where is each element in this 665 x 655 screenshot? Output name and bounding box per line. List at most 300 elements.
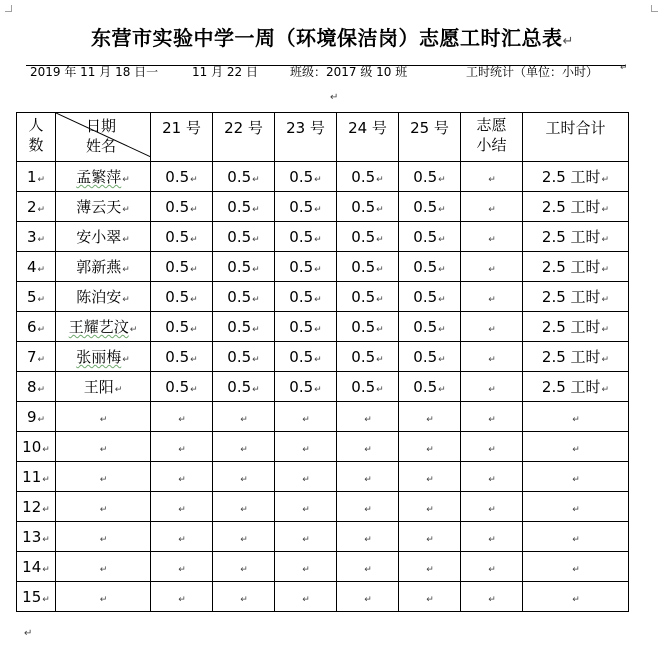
cell-end-mark-icon: ↵ — [426, 474, 434, 485]
cell-end-mark-icon: ↵ — [252, 294, 260, 305]
cell-end-mark-icon: ↵ — [240, 444, 248, 455]
summary-cell[interactable] — [461, 582, 523, 612]
name-cell[interactable] — [56, 222, 151, 252]
row-number-cell[interactable] — [17, 222, 56, 252]
cell-end-mark-icon: ↵ — [37, 234, 46, 245]
total-cell-text: 2.5 工时 — [541, 228, 601, 246]
cell-end-mark-icon: ↵ — [364, 444, 372, 455]
hours-cell[interactable] — [275, 162, 337, 192]
hours-cell[interactable] — [399, 192, 461, 222]
hours-cell[interactable] — [213, 312, 275, 342]
table-row — [17, 162, 629, 192]
hours-cell[interactable] — [399, 582, 461, 612]
cell-end-mark-icon: ↵ — [42, 534, 50, 545]
class-info: 班级：2017 级 10 班 — [290, 65, 408, 79]
hours-cell[interactable] — [337, 162, 399, 192]
cell-end-mark-icon: ↵ — [42, 594, 50, 605]
hours-cell[interactable] — [275, 522, 337, 552]
cell-end-mark-icon: ↵ — [488, 354, 496, 365]
cell-end-mark-icon: ↵ — [601, 355, 610, 365]
cell-end-mark-icon: ↵ — [178, 444, 186, 455]
hours-cell[interactable] — [399, 372, 461, 402]
summary-cell[interactable] — [461, 552, 523, 582]
hours-cell[interactable] — [213, 222, 275, 252]
hours-cell[interactable] — [151, 312, 213, 342]
name-cell-text: 孟繁萍 — [76, 168, 122, 186]
hours-cell[interactable] — [151, 342, 213, 372]
hours-cell-text: 0.5 — [165, 317, 190, 336]
hours-cell[interactable] — [399, 162, 461, 192]
hours-cell[interactable] — [399, 282, 461, 312]
hours-cell-text: 0.5 — [165, 287, 190, 306]
hours-cell[interactable] — [151, 252, 213, 282]
header-day-4[interactable] — [337, 113, 399, 162]
total-cell[interactable] — [523, 162, 629, 192]
cell-end-mark-icon: ↵ — [122, 355, 130, 365]
cell-end-mark-icon: ↵ — [488, 324, 496, 335]
header-day-3[interactable] — [275, 113, 337, 162]
row-number-cell-text: 14 — [22, 557, 42, 576]
cell-end-mark-icon: ↵ — [99, 474, 108, 485]
hours-cell[interactable] — [275, 432, 337, 462]
cell-end-mark-icon: ↵ — [488, 204, 496, 215]
hours-cell[interactable] — [213, 252, 275, 282]
total-cell[interactable] — [523, 312, 629, 342]
hours-cell[interactable] — [213, 462, 275, 492]
hours-cell[interactable] — [213, 432, 275, 462]
hours-cell-text: 0.5 — [165, 227, 190, 246]
total-cell[interactable] — [523, 462, 629, 492]
row-number-cell[interactable] — [17, 162, 56, 192]
cell-end-mark-icon: ↵ — [122, 235, 130, 245]
header-total-label: 工时合计 — [545, 119, 606, 137]
hours-cell-text: 0.5 — [227, 377, 252, 396]
cell-end-mark-icon: ↵ — [572, 534, 580, 545]
cell-end-mark-icon: ↵ — [426, 444, 434, 455]
name-cell[interactable] — [56, 432, 151, 462]
header-day-label: 23 号 — [286, 119, 325, 137]
cell-end-mark-icon: ↵ — [178, 504, 186, 515]
row-number-cell[interactable] — [17, 342, 56, 372]
total-cell[interactable] — [523, 582, 629, 612]
cell-end-mark-icon: ↵ — [314, 204, 322, 215]
summary-cell[interactable] — [461, 492, 523, 522]
name-cell[interactable] — [56, 342, 151, 372]
cell-end-mark-icon: ↵ — [438, 204, 446, 215]
hours-cell-text: 0.5 — [289, 167, 314, 186]
table-header-row — [17, 113, 629, 162]
table-row — [17, 342, 629, 372]
cell-end-mark-icon: ↵ — [376, 324, 384, 335]
row-number-cell[interactable] — [17, 402, 56, 432]
hours-cell[interactable] — [337, 372, 399, 402]
row-number-cell-text: 7 — [26, 347, 37, 366]
hours-cell[interactable] — [275, 282, 337, 312]
hours-cell[interactable] — [213, 372, 275, 402]
hours-cell[interactable] — [275, 222, 337, 252]
cell-end-mark-icon: ↵ — [37, 294, 46, 305]
total-cell[interactable] — [523, 522, 629, 552]
hours-cell[interactable] — [399, 432, 461, 462]
row-number-cell[interactable] — [17, 492, 56, 522]
row-number-cell-text: 3 — [26, 227, 37, 246]
hours-cell-text: 0.5 — [351, 257, 376, 276]
cell-end-mark-icon: ↵ — [178, 534, 186, 545]
name-cell-text: 郭新燕 — [76, 258, 122, 276]
hours-cell[interactable] — [337, 462, 399, 492]
hours-cell[interactable] — [337, 522, 399, 552]
name-cell-text: 王阳 — [83, 378, 114, 396]
hours-cell[interactable] — [337, 252, 399, 282]
hours-cell[interactable] — [399, 492, 461, 522]
row-number-cell[interactable] — [17, 582, 56, 612]
cell-end-mark-icon: ↵ — [488, 594, 496, 605]
table-row — [17, 252, 629, 282]
total-cell[interactable] — [523, 252, 629, 282]
cell-end-mark-icon: ↵ — [122, 175, 130, 185]
row-number-cell-text: 9 — [26, 407, 37, 426]
cell-end-mark-icon: ↵ — [302, 504, 310, 515]
header-person-count[interactable] — [17, 113, 56, 162]
hours-cell-text: 0.5 — [413, 257, 438, 276]
name-cell[interactable] — [56, 282, 151, 312]
cell-end-mark-icon: ↵ — [601, 175, 610, 185]
summary-cell[interactable] — [461, 402, 523, 432]
hours-cell[interactable] — [399, 462, 461, 492]
row-number-cell[interactable] — [17, 282, 56, 312]
total-cell[interactable] — [523, 342, 629, 372]
hours-cell[interactable] — [151, 222, 213, 252]
hours-cell-text: 0.5 — [165, 347, 190, 366]
hours-cell[interactable] — [337, 192, 399, 222]
cell-end-mark-icon: ↵ — [37, 414, 46, 425]
header-day-1[interactable] — [151, 113, 213, 162]
cell-end-mark-icon: ↵ — [37, 204, 46, 215]
name-cell[interactable] — [56, 462, 151, 492]
name-cell[interactable] — [56, 312, 151, 342]
row-number-cell-text: 1 — [26, 167, 37, 186]
hours-cell[interactable] — [151, 402, 213, 432]
hours-cell[interactable] — [213, 552, 275, 582]
table-row — [17, 402, 629, 432]
cell-end-mark-icon: ↵ — [376, 384, 384, 395]
hours-cell[interactable] — [151, 522, 213, 552]
cell-end-mark-icon: ↵ — [190, 264, 198, 275]
hours-cell[interactable] — [213, 522, 275, 552]
cell-end-mark-icon: ↵ — [37, 174, 46, 185]
total-cell[interactable] — [523, 402, 629, 432]
hours-cell[interactable] — [337, 342, 399, 372]
hours-cell[interactable] — [275, 552, 337, 582]
total-cell[interactable] — [523, 222, 629, 252]
cell-end-mark-icon: ↵ — [601, 385, 610, 395]
hours-cell-text: 0.5 — [227, 317, 252, 336]
total-cell[interactable] — [523, 192, 629, 222]
cell-end-mark-icon: ↵ — [488, 234, 496, 245]
hours-cell[interactable] — [151, 582, 213, 612]
cell-end-mark-icon: ↵ — [601, 235, 610, 245]
total-cell-text: 2.5 工时 — [541, 348, 601, 366]
row-number-cell[interactable] — [17, 252, 56, 282]
row-number-cell-text: 12 — [22, 497, 42, 516]
name-cell[interactable] — [56, 192, 151, 222]
hours-cell-text: 0.5 — [227, 227, 252, 246]
summary-cell[interactable] — [461, 312, 523, 342]
summary-cell[interactable] — [461, 252, 523, 282]
hours-cell[interactable] — [213, 402, 275, 432]
cell-end-mark-icon: ↵ — [572, 414, 580, 425]
cell-end-mark-icon: ↵ — [302, 474, 310, 485]
hours-cell[interactable] — [337, 222, 399, 252]
hours-cell[interactable] — [337, 402, 399, 432]
total-cell[interactable] — [523, 372, 629, 402]
row-number-cell-text: 10 — [22, 437, 42, 456]
hours-cell[interactable] — [399, 342, 461, 372]
row-number-cell-text: 11 — [22, 467, 42, 486]
total-cell[interactable] — [523, 552, 629, 582]
hours-cell[interactable] — [275, 462, 337, 492]
cell-end-mark-icon: ↵ — [302, 594, 310, 605]
row-number-cell[interactable] — [17, 372, 56, 402]
header-total[interactable] — [523, 113, 629, 162]
hours-cell-text: 0.5 — [289, 377, 314, 396]
cell-end-mark-icon: ↵ — [190, 354, 198, 365]
total-cell[interactable] — [523, 432, 629, 462]
table-row — [17, 432, 629, 462]
name-cell[interactable] — [56, 522, 151, 552]
hours-cell[interactable] — [337, 552, 399, 582]
summary-cell[interactable] — [461, 342, 523, 372]
cell-end-mark-icon: ↵ — [314, 264, 322, 275]
hours-cell[interactable] — [399, 252, 461, 282]
hours-cell[interactable] — [337, 432, 399, 462]
summary-cell[interactable] — [461, 522, 523, 552]
cell-end-mark-icon: ↵ — [122, 265, 130, 275]
cell-end-mark-icon: ↵ — [601, 205, 610, 215]
name-cell-text: 薄云天 — [76, 198, 122, 216]
hours-cell[interactable] — [275, 582, 337, 612]
hours-cell[interactable] — [275, 402, 337, 432]
hours-cell-text: 0.5 — [165, 167, 190, 186]
table-row — [17, 492, 629, 522]
hours-cell-text: 0.5 — [165, 257, 190, 276]
hours-cell[interactable] — [337, 582, 399, 612]
hours-cell[interactable] — [151, 372, 213, 402]
name-cell[interactable] — [56, 552, 151, 582]
row-number-cell-text: 2 — [26, 197, 37, 216]
table-row — [17, 582, 629, 612]
hours-cell-text: 0.5 — [351, 347, 376, 366]
row-number-cell[interactable] — [17, 192, 56, 222]
row-number-cell[interactable] — [17, 552, 56, 582]
table-row — [17, 282, 629, 312]
header-date-label: 日期 — [86, 117, 117, 135]
hours-cell-text: 0.5 — [351, 377, 376, 396]
hours-cell-text: 0.5 — [289, 197, 314, 216]
cell-end-mark-icon: ↵ — [438, 294, 446, 305]
hours-cell[interactable] — [213, 282, 275, 312]
name-cell-text: 陈泊安 — [76, 288, 122, 306]
hours-cell-text: 0.5 — [227, 287, 252, 306]
summary-cell[interactable] — [461, 222, 523, 252]
hours-cell[interactable] — [399, 552, 461, 582]
cell-end-mark-icon: ↵ — [178, 564, 186, 575]
hours-cell[interactable] — [399, 312, 461, 342]
cell-end-mark-icon: ↵ — [438, 264, 446, 275]
hours-cell-text: 0.5 — [413, 377, 438, 396]
hours-cell[interactable] — [213, 342, 275, 372]
hours-cell[interactable] — [399, 522, 461, 552]
hours-cell[interactable] — [213, 162, 275, 192]
hours-cell[interactable] — [213, 492, 275, 522]
total-cell[interactable] — [523, 282, 629, 312]
row-number-cell[interactable] — [17, 462, 56, 492]
cell-end-mark-icon: ↵ — [190, 324, 198, 335]
hours-cell[interactable] — [275, 252, 337, 282]
cell-end-mark-icon: ↵ — [488, 264, 496, 275]
row-number-cell[interactable] — [17, 432, 56, 462]
hours-cell[interactable] — [213, 582, 275, 612]
cell-end-mark-icon: ↵ — [42, 444, 50, 455]
table-row — [17, 462, 629, 492]
hours-cell[interactable] — [399, 222, 461, 252]
cell-end-mark-icon: ↵ — [601, 325, 610, 335]
hours-cell[interactable] — [399, 402, 461, 432]
hours-cell-text: 0.5 — [227, 167, 252, 186]
hours-cell[interactable] — [151, 552, 213, 582]
summary-cell[interactable] — [461, 462, 523, 492]
cell-end-mark-icon: ↵ — [42, 504, 50, 515]
hours-cell-text: 0.5 — [227, 257, 252, 276]
page-corner-mark-left — [5, 5, 12, 12]
hours-cell[interactable] — [151, 462, 213, 492]
summary-cell[interactable] — [461, 282, 523, 312]
cell-end-mark-icon: ↵ — [122, 205, 130, 215]
info-line[interactable] — [26, 63, 628, 79]
hours-cell-text: 0.5 — [165, 377, 190, 396]
document-title[interactable] — [0, 22, 665, 51]
table-row — [17, 222, 629, 252]
hours-cell-text: 0.5 — [351, 227, 376, 246]
paragraph-mark-icon: ↵ — [24, 628, 33, 639]
row-number-cell[interactable] — [17, 522, 56, 552]
hours-cell[interactable] — [337, 492, 399, 522]
cell-end-mark-icon: ↵ — [252, 204, 260, 215]
cell-end-mark-icon: ↵ — [572, 564, 580, 575]
name-cell[interactable] — [56, 252, 151, 282]
header-day-2[interactable] — [213, 113, 275, 162]
cell-end-mark-icon: ↵ — [601, 265, 610, 275]
cell-end-mark-icon: ↵ — [42, 474, 50, 485]
summary-cell[interactable] — [461, 192, 523, 222]
cell-end-mark-icon: ↵ — [314, 234, 322, 245]
header-name-label: 姓名 — [86, 137, 117, 155]
hours-cell[interactable] — [151, 432, 213, 462]
hours-cell[interactable] — [275, 192, 337, 222]
summary-cell[interactable] — [461, 162, 523, 192]
cell-end-mark-icon: ↵ — [601, 295, 610, 305]
header-summary[interactable] — [461, 113, 523, 162]
cell-end-mark-icon: ↵ — [99, 534, 108, 545]
cell-end-mark-icon: ↵ — [37, 324, 46, 335]
cell-end-mark-icon: ↵ — [426, 504, 434, 515]
hours-cell[interactable] — [213, 192, 275, 222]
hours-cell[interactable] — [337, 312, 399, 342]
header-day-label: 25 号 — [410, 119, 449, 137]
hours-cell-text: 0.5 — [165, 197, 190, 216]
summary-cell[interactable] — [461, 432, 523, 462]
row-number-cell-text: 5 — [26, 287, 37, 306]
name-cell[interactable] — [56, 582, 151, 612]
cell-end-mark-icon: ↵ — [302, 414, 310, 425]
cell-end-mark-icon: ↵ — [314, 324, 322, 335]
cell-end-mark-icon: ↵ — [178, 414, 186, 425]
cell-end-mark-icon: ↵ — [572, 504, 580, 515]
cell-end-mark-icon: ↵ — [426, 564, 434, 575]
date-range-start: 2019 年 11 月 18 日一 — [30, 65, 159, 79]
hours-cell[interactable] — [275, 372, 337, 402]
paragraph-mark-icon: ↵ — [330, 92, 339, 103]
cell-end-mark-icon: ↵ — [572, 444, 580, 455]
hours-cell[interactable] — [151, 492, 213, 522]
hours-table[interactable] — [16, 112, 629, 612]
cell-end-mark-icon: ↵ — [114, 385, 123, 395]
cell-end-mark-icon: ↵ — [190, 234, 198, 245]
cell-end-mark-icon: ↵ — [122, 295, 130, 305]
cell-end-mark-icon: ↵ — [99, 504, 108, 515]
total-cell-text: 2.5 工时 — [541, 258, 601, 276]
name-cell[interactable] — [56, 402, 151, 432]
cell-end-mark-icon: ↵ — [190, 204, 198, 215]
hours-cell[interactable] — [337, 282, 399, 312]
header-person-count-label: 人数 — [28, 116, 44, 154]
summary-cell[interactable] — [461, 372, 523, 402]
title-text: 东营市实验中学一周（环境保洁岗）志愿工时汇总表 — [91, 26, 563, 50]
hours-cell[interactable] — [151, 282, 213, 312]
header-summary-label: 志愿小结 — [476, 116, 507, 154]
hours-cell[interactable] — [275, 492, 337, 522]
hours-cell-text: 0.5 — [289, 347, 314, 366]
cell-end-mark-icon: ↵ — [252, 384, 260, 395]
cell-end-mark-icon: ↵ — [252, 234, 260, 245]
cell-end-mark-icon: ↵ — [314, 174, 322, 185]
header-day-label: 24 号 — [348, 119, 387, 137]
hours-cell[interactable] — [275, 342, 337, 372]
cell-end-mark-icon: ↵ — [438, 384, 446, 395]
cell-end-mark-icon: ↵ — [364, 504, 372, 515]
hours-cell[interactable] — [151, 162, 213, 192]
date-range-end: 11 月 22 日 — [192, 65, 258, 79]
header-day-5[interactable] — [399, 113, 461, 162]
cell-end-mark-icon: ↵ — [240, 564, 248, 575]
cell-end-mark-icon: ↵ — [252, 354, 260, 365]
cell-end-mark-icon: ↵ — [364, 474, 372, 485]
total-cell-text: 2.5 工时 — [541, 288, 601, 306]
name-cell-text: 张丽梅 — [76, 348, 122, 366]
name-cell[interactable] — [56, 492, 151, 522]
name-cell[interactable] — [56, 162, 151, 192]
name-cell[interactable] — [56, 372, 151, 402]
header-diagonal-cell[interactable] — [56, 113, 151, 162]
cell-end-mark-icon: ↵ — [438, 354, 446, 365]
total-cell[interactable] — [523, 492, 629, 522]
cell-end-mark-icon: ↵ — [37, 384, 46, 395]
row-number-cell[interactable] — [17, 312, 56, 342]
hours-cell[interactable] — [151, 192, 213, 222]
hours-cell[interactable] — [275, 312, 337, 342]
unit-info: 工时统计（单位：小时） — [466, 65, 599, 79]
total-cell-text: 2.5 工时 — [541, 318, 601, 336]
